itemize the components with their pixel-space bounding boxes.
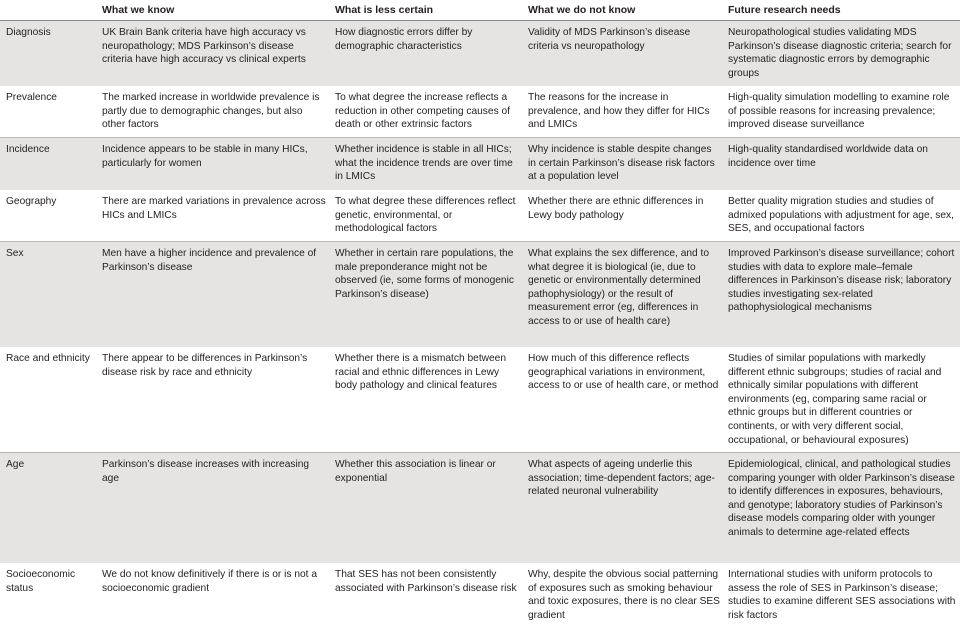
- cell-less-certain: Whether this association is linear or exponential: [331, 453, 524, 563]
- cell-unknown: Why incidence is stable despite changes in certain Parkinson’s disease risk factors at a population level: [524, 138, 724, 190]
- cell-known: Men have a higher incidence and prevalence of Parkinson’s disease: [98, 242, 331, 347]
- cell-known: There are marked variations in prevalence across HICs and LMICs: [98, 190, 331, 242]
- row-label-geography: Geography: [0, 190, 98, 242]
- cell-known: Incidence appears to be stable in many HICs, particularly for women: [98, 138, 331, 190]
- row-label-prevalence: Prevalence: [0, 86, 98, 138]
- row-label-incidence: Incidence: [0, 138, 98, 190]
- cell-research: High-quality simulation modelling to examine role of possible reasons for increasing prevalence; improved disease surveillance: [724, 86, 960, 138]
- cell-known: There appear to be differences in Parkinson’s disease risk by race and ethnicity: [98, 347, 331, 453]
- cell-less-certain: To what degree these differences reflect genetic, environmental, or methodological factors: [331, 190, 524, 242]
- cell-known: Parkinson’s disease increases with increasing age: [98, 453, 331, 563]
- cell-less-certain: Whether incidence is stable in all HICs; what the incidence trends are over time in LMICs: [331, 138, 524, 190]
- cell-less-certain: How diagnostic errors differ by demographic characteristics: [331, 21, 524, 86]
- row-label-sex: Sex: [0, 242, 98, 347]
- cell-unknown: Validity of MDS Parkinson’s disease criteria vs neuropathology: [524, 21, 724, 86]
- cell-unknown: Whether there are ethnic differences in Lewy body pathology: [524, 190, 724, 242]
- cell-less-certain: That SES has not been consistently associated with Parkinson’s disease risk: [331, 563, 524, 643]
- cell-less-certain: Whether there is a mismatch between racial and ethnic differences in Lewy body pathology and clinical features: [331, 347, 524, 453]
- cell-research: Studies of similar populations with markedly different ethnic subgroups; studies of racial and ethnically similar populations with different environments (eg, comparing same racial or ethnic groups but in different countries or continents, or with very different social, occupational, or behavioural exposures): [724, 347, 960, 453]
- header-future-research: Future research needs: [724, 0, 960, 21]
- header-less-certain: What is less certain: [331, 0, 524, 21]
- row-label-socioeconomic-status: Socioeconomic status: [0, 563, 98, 643]
- cell-less-certain: To what degree the increase reflects a reduction in other competing causes of death or other extrinsic factors: [331, 86, 524, 138]
- cell-known: The marked increase in worldwide prevalence is partly due to demographic changes, but also other factors: [98, 86, 331, 138]
- header-do-not-know: What we do not know: [524, 0, 724, 21]
- cell-research: Epidemiological, clinical, and pathological studies comparing younger with older Parkinson’s disease to identify differences in exposures, behaviours, and genotype; laboratory studies of Parkinson’s disease models comparing older with younger animals to determine age-related effects: [724, 453, 960, 563]
- header-topic: [0, 0, 98, 21]
- cell-unknown: What aspects of ageing underlie this association; time-dependent factors; age-related neuronal vulnerability: [524, 453, 724, 563]
- cell-unknown: The reasons for the increase in prevalence, and how they differ for HICs and LMICs: [524, 86, 724, 138]
- row-label-race-ethnicity: Race and ethnicity: [0, 347, 98, 453]
- cell-less-certain: Whether in certain rare populations, the male preponderance might not be observed (ie, some forms of monogenic Parkinson’s disease): [331, 242, 524, 347]
- cell-research: Improved Parkinson’s disease surveillance; cohort studies with data to explore male–female differences in Parkinson’s disease risk; laboratory studies investigating sex-related pathophysiological mechanisms: [724, 242, 960, 347]
- cell-known: We do not know definitively if there is or is not a socioeconomic gradient: [98, 563, 331, 643]
- cell-research: High-quality standardised worldwide data on incidence over time: [724, 138, 960, 190]
- cell-unknown: Why, despite the obvious social patterning of exposures such as smoking behaviour and toxic exposures, there is no clear SES gradient: [524, 563, 724, 643]
- cell-research: Better quality migration studies and studies of admixed populations with adjustment for age, sex, SES, and occupational factors: [724, 190, 960, 242]
- cell-research: International studies with uniform protocols to assess the role of SES in Parkinson’s disease; studies to examine different SES associations with risk factors: [724, 563, 960, 643]
- cell-research: Neuropathological studies validating MDS Parkinson’s disease diagnostic criteria; search for systematic diagnostic errors by demographic groups: [724, 21, 960, 86]
- header-what-we-know: What we know: [98, 0, 331, 21]
- cell-unknown: How much of this difference reflects geographical variations in environment, access to or use of health care, or method: [524, 347, 724, 453]
- cell-known: UK Brain Bank criteria have high accuracy vs neuropathology; MDS Parkinson’s disease criteria have high accuracy vs clinical experts: [98, 21, 331, 86]
- cell-unknown: What explains the sex difference, and to what degree it is biological (ie, due to genetic or environmentally determined pathophysiology) or the result of measurement error (eg, differences in access to or use of health care): [524, 242, 724, 347]
- row-label-diagnosis: Diagnosis: [0, 21, 98, 86]
- row-label-age: Age: [0, 453, 98, 563]
